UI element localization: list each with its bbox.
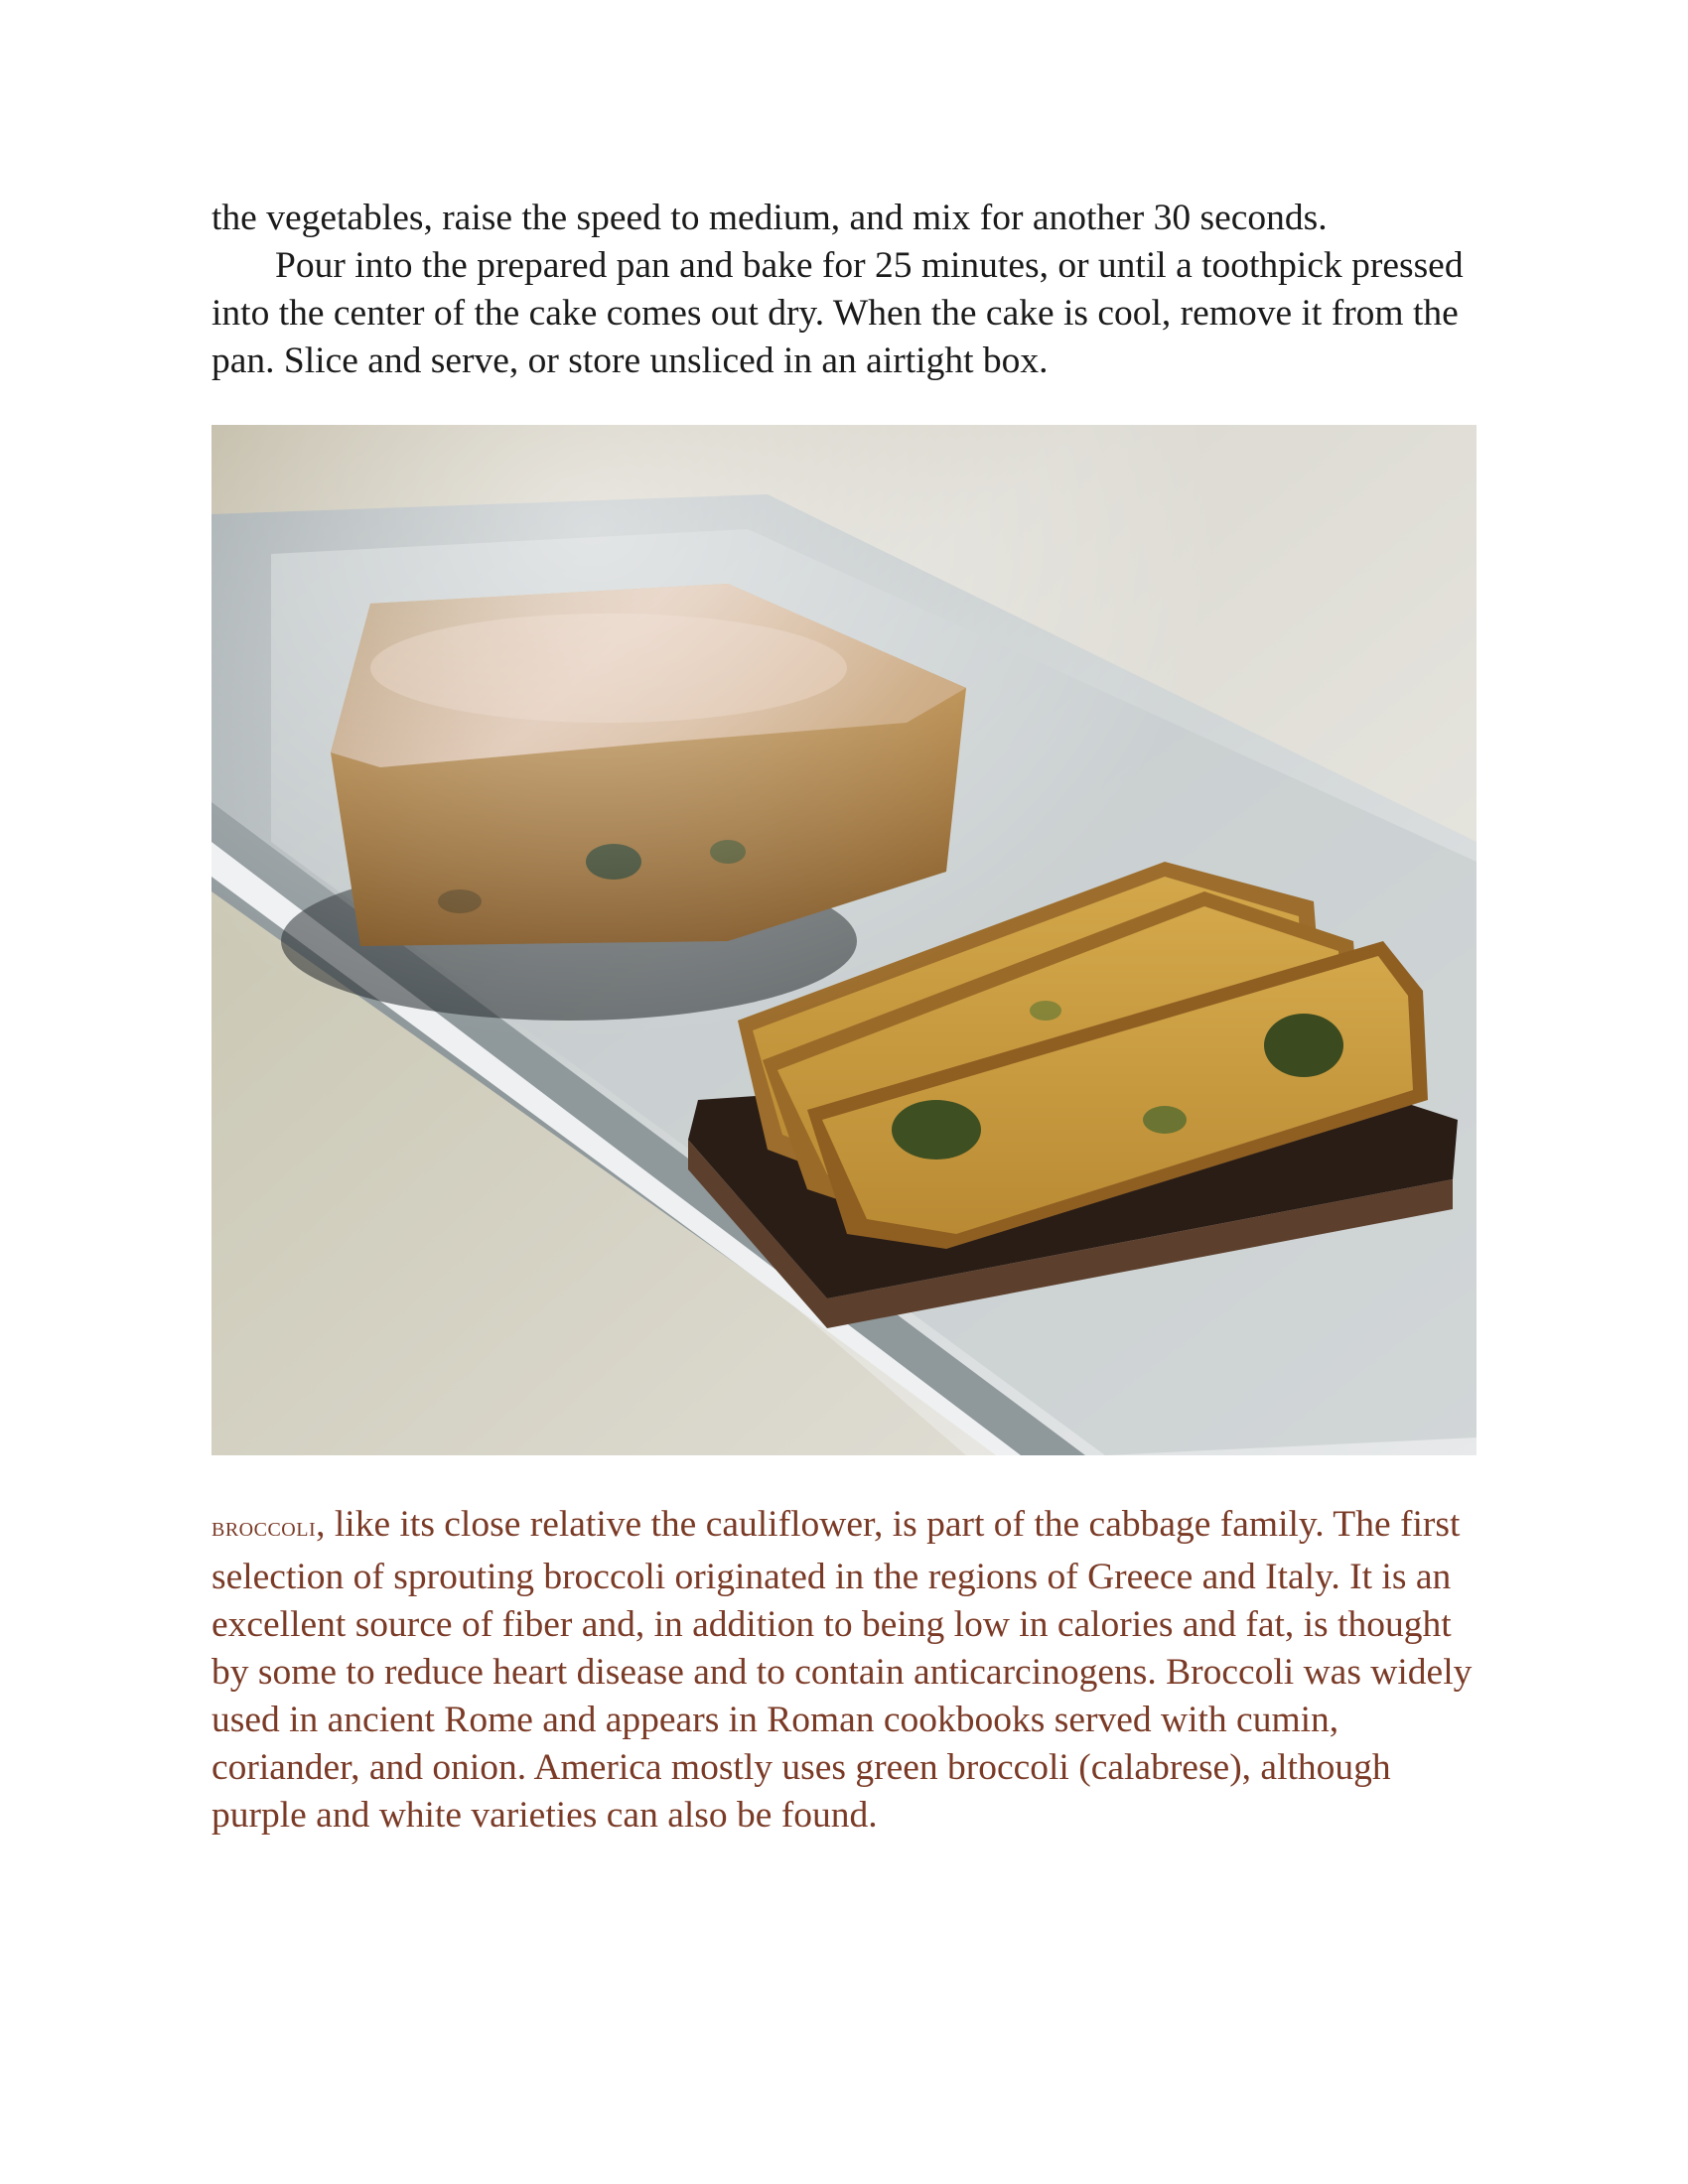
recipe-paragraph: Pour into the prepared pan and bake for 25 minutes, or until a toothpick pressed into the center of the cake comes out dry. When the cake is cool, remove it from the pan. Slice and serve, or store unsliced in an airtight box.: [211, 245, 1464, 381]
recipe-paragraph: the vegetables, raise the speed to medium, and mix for another 30 seconds.: [211, 198, 1328, 238]
broccoli-sidebar: [211, 1501, 1487, 1840]
sidebar-lead-word: BROCCOLI: [211, 1519, 317, 1541]
recipe-method-text: [211, 195, 1502, 385]
broccoli-cake-photo: [211, 425, 1477, 1455]
sidebar-text: , like its close relative the cauliflower, is part of the cabbage family. The first selection of sprouting broccoli originated in the regions of Greece and Italy. It is an excellent source of fiber and, in addition to being low in calories and fat, is thought by some to reduce heart disease and to contain anticarcinogens. Broccoli was widely used in ancient Rome and appears in Roman cookbooks served with cumin, coriander, and onion. America mostly uses green broccoli (calabrese), although purple and white varieties can also be found.: [211, 1504, 1473, 1836]
